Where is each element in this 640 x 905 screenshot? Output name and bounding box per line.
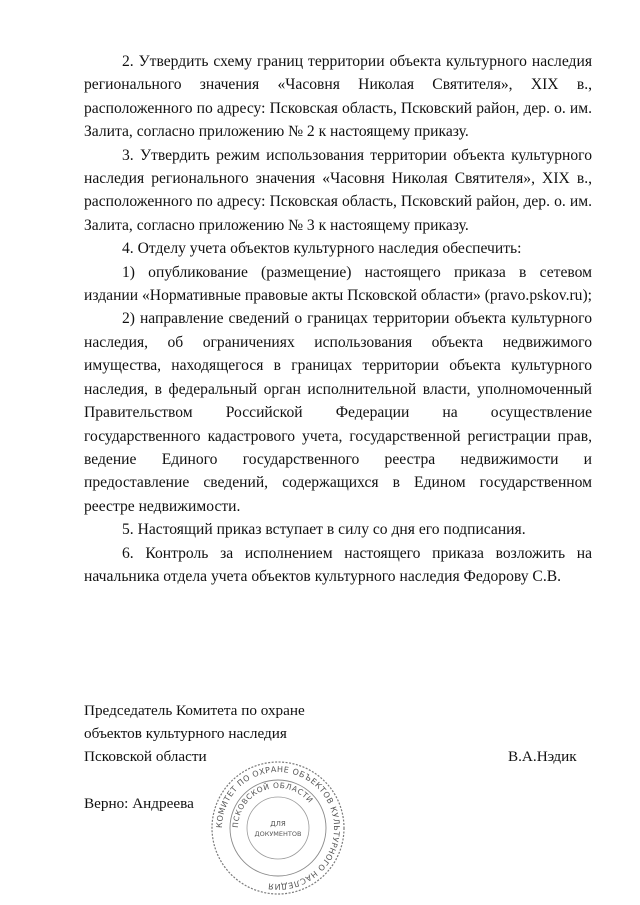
signer-position-line3: Псковской области xyxy=(84,748,207,765)
paragraph-2: 2. Утвердить схему границ территории объекта культурного наследия регионального значения «Часовня Николая Святителя», XIX в., расположенного по адресу: Псковская область, Псковский район, дер. о. им. Залита, согласно приложению № 2 к настоящему приказу. xyxy=(84,53,592,141)
official-seal xyxy=(208,758,348,898)
paragraph-4: 4. Отделу учета объектов культурного наследия обеспечить: xyxy=(122,240,522,258)
seal-center-line2: ДОКУМЕНТОВ xyxy=(254,830,302,838)
paragraph-4-1: 1) опубликование (размещение) настоящего приказа в сетевом издании «Нормативные правовые акты Псковской области» (pravo.pskov.ru); xyxy=(84,263,592,305)
seal-outer-text: КОМИТЕТ ПО ОХРАНЕ ОБЪЕКТОВ КУЛЬТУРНОГО НАСЛЕДИЯ xyxy=(214,764,342,892)
order-body xyxy=(84,50,592,588)
signer-position-line2: объектов культурного наследия xyxy=(84,725,287,742)
seal-inner-text: ПСКОВСКОЙ ОБЛАСТИ xyxy=(230,780,316,829)
seal-graphic xyxy=(208,758,348,898)
paragraph-6: 6. Контроль за исполнением настоящего приказа возложить на начальника отдела учета объектов культурного наследия Федорову С.В. xyxy=(84,544,592,585)
paragraph-3: 3. Утвердить режим использования территории объекта культурного наследия регионального значения «Часовня Николая Святителя», XIX в., расположенного по адресу: Псковская область, Псковский район, дер. о. им. Залита, согласно приложению № 3 к настоящему приказу. xyxy=(84,146,592,234)
signer-name: В.А.Нэдик xyxy=(508,748,577,765)
seal-center-line1: ДЛЯ xyxy=(270,820,286,828)
signer-position-line1: Председатель Комитета по охране xyxy=(84,702,305,719)
verified-by: Верно: Андреева xyxy=(84,795,194,812)
paragraph-4-2: 2) направление сведений о границах территории объекта культурного наследия, об ограничениях использования объекта недвижимого имущества, находящегося в границах территории объекта культурного наследия, в федеральный орган исполнительной власти, уполномоченный Правительством Российской Федерации на осуществление государственного кадастрового учета, государственной регистрации прав, ведение Единого государственного реестра недвижимости и предоставление сведений, содержащихся в Едином государственном реестре недвижимости. xyxy=(84,310,592,515)
paragraph-5: 5. Настоящий приказ вступает в силу со дня его подписания. xyxy=(122,521,526,539)
